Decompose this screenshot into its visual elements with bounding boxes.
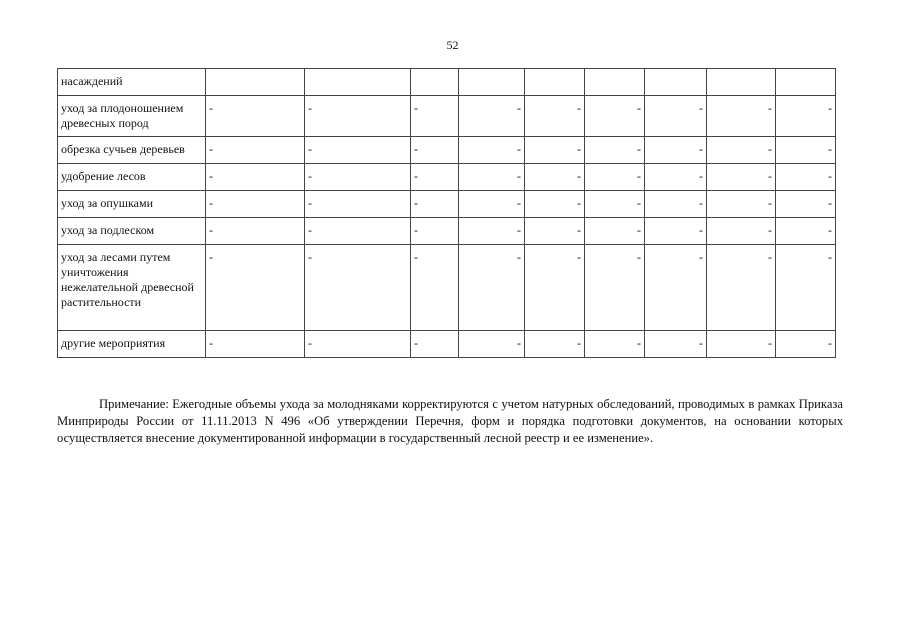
table-cell: - <box>707 164 776 191</box>
row-label: уход за плодоношением древесных пород <box>58 96 206 137</box>
table-row <box>58 69 836 96</box>
table-row <box>58 137 836 164</box>
table-cell: - <box>459 164 525 191</box>
footnote-text: Примечание: Ежегодные объемы ухода за молодняками корректируются с учетом натурных обследований, проводимых в рамках Приказа Минприроды России от 11.11.2013 N 496 «Об утверждении Перечня, форм и порядка подготовки документов, на основании которых осуществляется внесение документированной информации в государственный лесной реестр и ее изменение». <box>57 396 843 445</box>
table-cell: - <box>411 96 459 137</box>
table-cell: - <box>206 218 305 245</box>
row-label: насаждений <box>58 69 206 96</box>
table-cell: - <box>305 96 411 137</box>
table-cell: - <box>645 191 707 218</box>
table-cell: - <box>776 218 836 245</box>
table-cell <box>206 69 305 96</box>
table-cell <box>645 69 707 96</box>
table-cell: - <box>411 218 459 245</box>
table-cell: - <box>411 164 459 191</box>
table-cell: - <box>411 245 459 331</box>
table-cell: - <box>525 96 585 137</box>
table-cell <box>459 69 525 96</box>
table-cell <box>585 69 645 96</box>
table-cell: - <box>525 137 585 164</box>
table-cell: - <box>459 96 525 137</box>
row-label: удобрение лесов <box>58 164 206 191</box>
table-cell: - <box>645 96 707 137</box>
table-cell: - <box>585 191 645 218</box>
table-row <box>58 164 836 191</box>
table-cell: - <box>411 331 459 358</box>
table-cell: - <box>707 137 776 164</box>
table-cell <box>411 69 459 96</box>
table-cell: - <box>645 218 707 245</box>
table-cell: - <box>585 245 645 331</box>
table-cell: - <box>206 191 305 218</box>
table-row <box>58 218 836 245</box>
table-cell: - <box>585 218 645 245</box>
table-cell: - <box>305 331 411 358</box>
table-row <box>58 245 836 331</box>
table-cell <box>776 69 836 96</box>
table-cell: - <box>776 245 836 331</box>
table-cell: - <box>525 164 585 191</box>
row-label: другие мероприятия <box>58 331 206 358</box>
table-row <box>58 96 836 137</box>
table-cell: - <box>776 164 836 191</box>
table-cell: - <box>776 191 836 218</box>
table-cell: - <box>585 137 645 164</box>
table-cell: - <box>707 331 776 358</box>
table-cell: - <box>459 137 525 164</box>
table-cell: - <box>411 137 459 164</box>
table-cell: - <box>776 137 836 164</box>
table-cell: - <box>645 137 707 164</box>
table-cell <box>305 69 411 96</box>
table-cell: - <box>525 245 585 331</box>
table-cell: - <box>525 218 585 245</box>
table-cell: - <box>776 96 836 137</box>
table-cell: - <box>707 191 776 218</box>
table-cell: - <box>305 245 411 331</box>
table-cell: - <box>206 137 305 164</box>
table-cell: - <box>206 331 305 358</box>
table-cell: - <box>707 245 776 331</box>
table-cell: - <box>776 331 836 358</box>
forest-care-table <box>57 68 836 358</box>
table-cell <box>707 69 776 96</box>
table-cell: - <box>206 164 305 191</box>
table-cell: - <box>206 245 305 331</box>
table-cell: - <box>645 245 707 331</box>
table-cell: - <box>305 137 411 164</box>
table-cell: - <box>206 96 305 137</box>
footnote <box>57 396 843 447</box>
page-number: 52 <box>446 38 459 52</box>
table-cell: - <box>305 191 411 218</box>
table-row <box>58 331 836 358</box>
table-cell: - <box>585 164 645 191</box>
row-label: уход за лесами путем уничтожения нежелательной древесной растительности <box>58 245 206 331</box>
table-cell: - <box>585 96 645 137</box>
row-label: уход за опушками <box>58 191 206 218</box>
table-cell: - <box>305 218 411 245</box>
table-cell: - <box>459 218 525 245</box>
table-cell: - <box>525 331 585 358</box>
table-row <box>58 191 836 218</box>
table-cell: - <box>459 331 525 358</box>
table-cell: - <box>525 191 585 218</box>
table-cell: - <box>707 218 776 245</box>
table-cell: - <box>585 331 645 358</box>
row-label: уход за подлеском <box>58 218 206 245</box>
table-cell: - <box>459 245 525 331</box>
table-cell: - <box>645 164 707 191</box>
table-cell: - <box>707 96 776 137</box>
table-cell: - <box>459 191 525 218</box>
row-label: обрезка сучьев деревьев <box>58 137 206 164</box>
table-cell: - <box>411 191 459 218</box>
table-cell: - <box>305 164 411 191</box>
table-cell <box>525 69 585 96</box>
table-cell: - <box>645 331 707 358</box>
